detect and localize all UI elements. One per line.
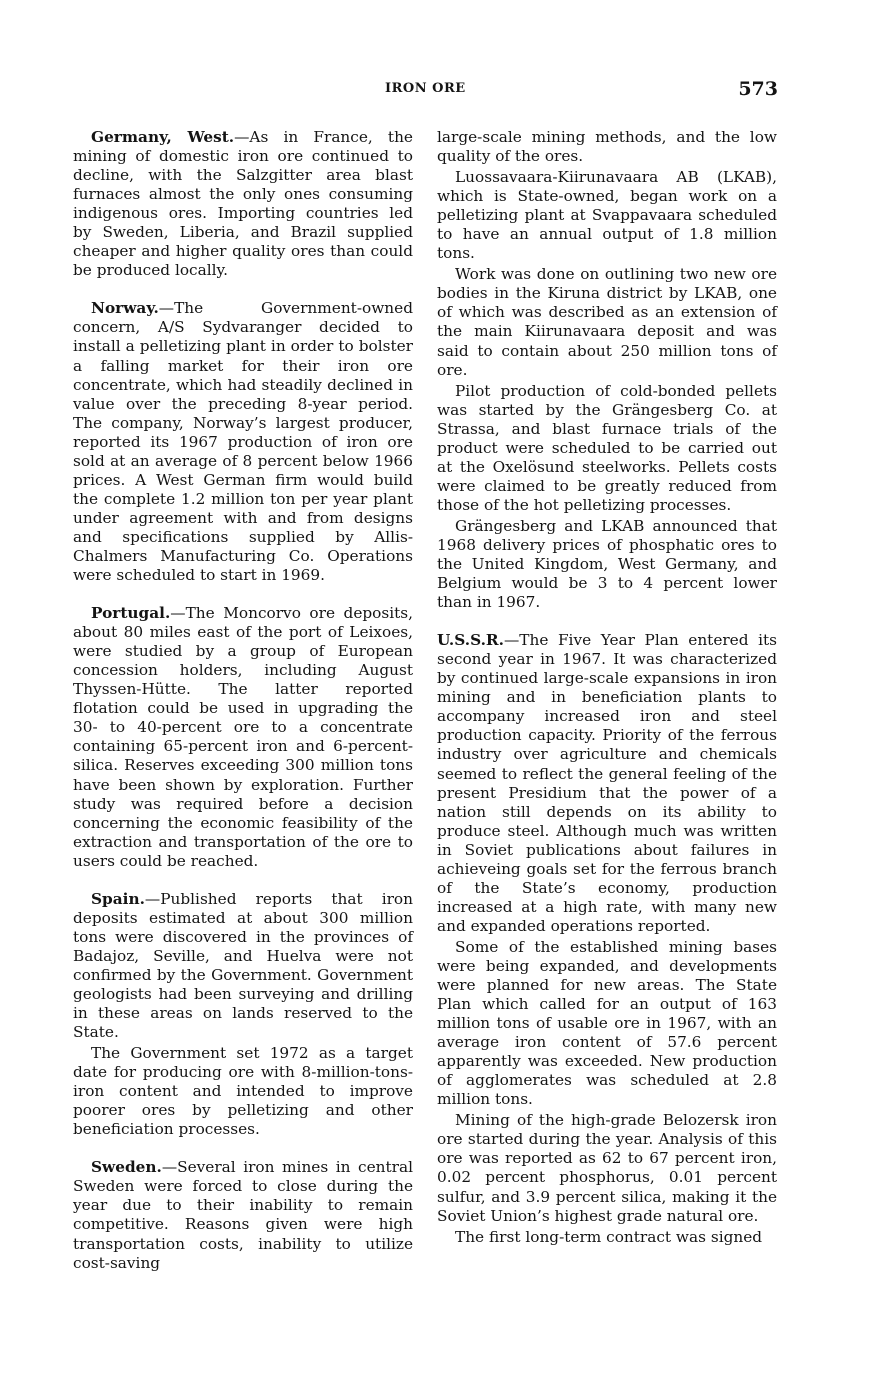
section-germany bbox=[73, 128, 413, 280]
section-heading: U.S.S.R. bbox=[437, 631, 504, 650]
section-sweden-continued bbox=[437, 128, 777, 612]
paragraph: The first long-term contract was signed bbox=[455, 1227, 763, 1246]
paragraph bbox=[73, 890, 413, 1042]
section-norway bbox=[73, 299, 413, 585]
paragraph: Some of the established mining bases were being expanded, and developments were planned for new areas. The State Plan which called for an output of 163 million tons of usable ore in 1967, with an average iron content of 57.6 percent apparently was exceeded. New production of agglomerates was scheduled at 2.8 million tons. bbox=[437, 937, 777, 1109]
paragraph: Luossavaara-Kiirunavaara AB (LKAB), which is State-owned, began work on a pelletizing plant at Svappavaara scheduled to have an annual output of 1.8 million tons. bbox=[437, 168, 777, 263]
paragraph bbox=[73, 604, 413, 871]
paragraph-text: —The Government-owned concern, A/S Sydvaranger decided to install a pelletizing plant in order to bolster a falling market for their iron ore concentrate, which had steadily declined in value over the preceding 8-year period. The company, Norway’s largest producer, reported its 1967 production of iron ore sold at an average of 8 percent below 1966 prices. A West German firm would build the complete 1.2 million ton per year plant under agreement with and from designs and specifications supplied by Allis-Chalmers Manufacturing Co. Operations were scheduled to start in 1969. bbox=[73, 299, 413, 585]
paragraph-text: —The Moncorvo ore deposits, about 80 miles east of the port of Leixoes, were studied by a group of European concession holders, including August Thyssen-Hütte. The latter reported flotation could be used in upgrading the 30- to 40-percent ore to a concentrate containing 65-percent iron and 6-percent-silica. Reserves exceeding 300 million tons have been shown by exploration. Further study was required before a decision concerning the economic feasibility of the extraction and transportation of the ore to users could be reached. bbox=[73, 604, 413, 870]
section-spain bbox=[73, 890, 413, 1140]
section-sweden bbox=[73, 1158, 413, 1272]
paragraph: Grängesberg and LKAB announced that 1968 delivery prices of phosphatic ores to the United Kingdom, West Germany, and Belgium would be 3 to 4 percent lower than in 1967. bbox=[437, 516, 777, 612]
running-title: IRON ORE bbox=[385, 81, 466, 96]
paragraph bbox=[73, 299, 413, 585]
paragraph-text: —Published reports that iron deposits estimated at about 300 million tons were discovered in the provinces of Badajoz, Seville, and Huelva were not confirmed by the Government. Government geologists had been surveying and drilling in these areas on lands reserved to the State. bbox=[73, 889, 413, 1042]
paragraph: Pilot production of cold-bonded pellets was started by the Grängesberg Co. at Strassa, and blast furnace trials of the product were scheduled to be carried out at the Oxelösund steelworks. Pellets costs were claimed to be greatly reduced from those of the hot pelletizing processes. bbox=[437, 381, 777, 514]
section-portugal bbox=[73, 604, 413, 871]
page-number: 573 bbox=[738, 78, 778, 100]
paragraph bbox=[73, 1158, 413, 1272]
paragraph bbox=[437, 631, 777, 936]
left-column bbox=[73, 128, 413, 1275]
paragraph: large-scale mining methods, and the low quality of the ores. bbox=[437, 128, 777, 166]
paragraph bbox=[73, 128, 413, 280]
paragraph: Work was done on outlining two new ore bodies in the Kiruna district by LKAB, one of which was described as an extension of the main Kiirunavaara deposit and was said to contain about 250 million tons of ore. bbox=[437, 265, 777, 379]
paragraph-text: —Several iron mines in central Sweden were forced to close during the year due to their inability to remain competitive. Reasons given were high transportation costs, inability to utilize cost-saving bbox=[73, 1158, 413, 1272]
section-heading: Norway. bbox=[91, 299, 159, 318]
paragraph-text: —The Five Year Plan entered its second year in 1967. It was characterized by continued large-scale expansions in iron mining and in beneficiation plants to accompany increased iron and steel production capacity. Priority of the ferrous industry over agriculture and chemicals seemed to reflect the general feeling of the present Presidium that the power of a nation still depends on its ability to produce steel. Although much was written in Soviet publications about failures in achieveing goals set for the ferrous branch of the State’s economy, production increased at a high rate, with many new and expanded operations reported. bbox=[437, 631, 777, 935]
section-heading: Germany, West. bbox=[91, 128, 235, 146]
paragraph-text: —As in France, the mining of domestic iron ore continued to decline, with the Salzgitter area blast furnaces almost the only ones consuming indigenous ores. Importing countries led by Sweden, Liberia, and Brazil supplied cheaper and higher quality ores than could be produced locally. bbox=[73, 128, 413, 280]
paragraph: Mining of the high-grade Belozersk iron ore started during the year. Analysis of this ore was reported as 62 to 67 percent iron, 0.02 percent phosphorus, 0.01 percent sulfur, and 3.9 percent silica, making it the Soviet Union’s highest grade natural ore. bbox=[437, 1111, 777, 1225]
section-heading: Portugal. bbox=[91, 604, 171, 623]
paragraph: The Government set 1972 as a target date for producing ore with 8-million-tons-iron content and intended to improve poorer ores by pelletizing and other beneficiation processes. bbox=[73, 1044, 413, 1139]
section-heading: Spain. bbox=[91, 889, 145, 908]
section-ussr bbox=[437, 631, 777, 1247]
running-header bbox=[0, 78, 871, 102]
right-column bbox=[437, 128, 777, 1249]
section-heading: Sweden. bbox=[91, 1158, 162, 1177]
